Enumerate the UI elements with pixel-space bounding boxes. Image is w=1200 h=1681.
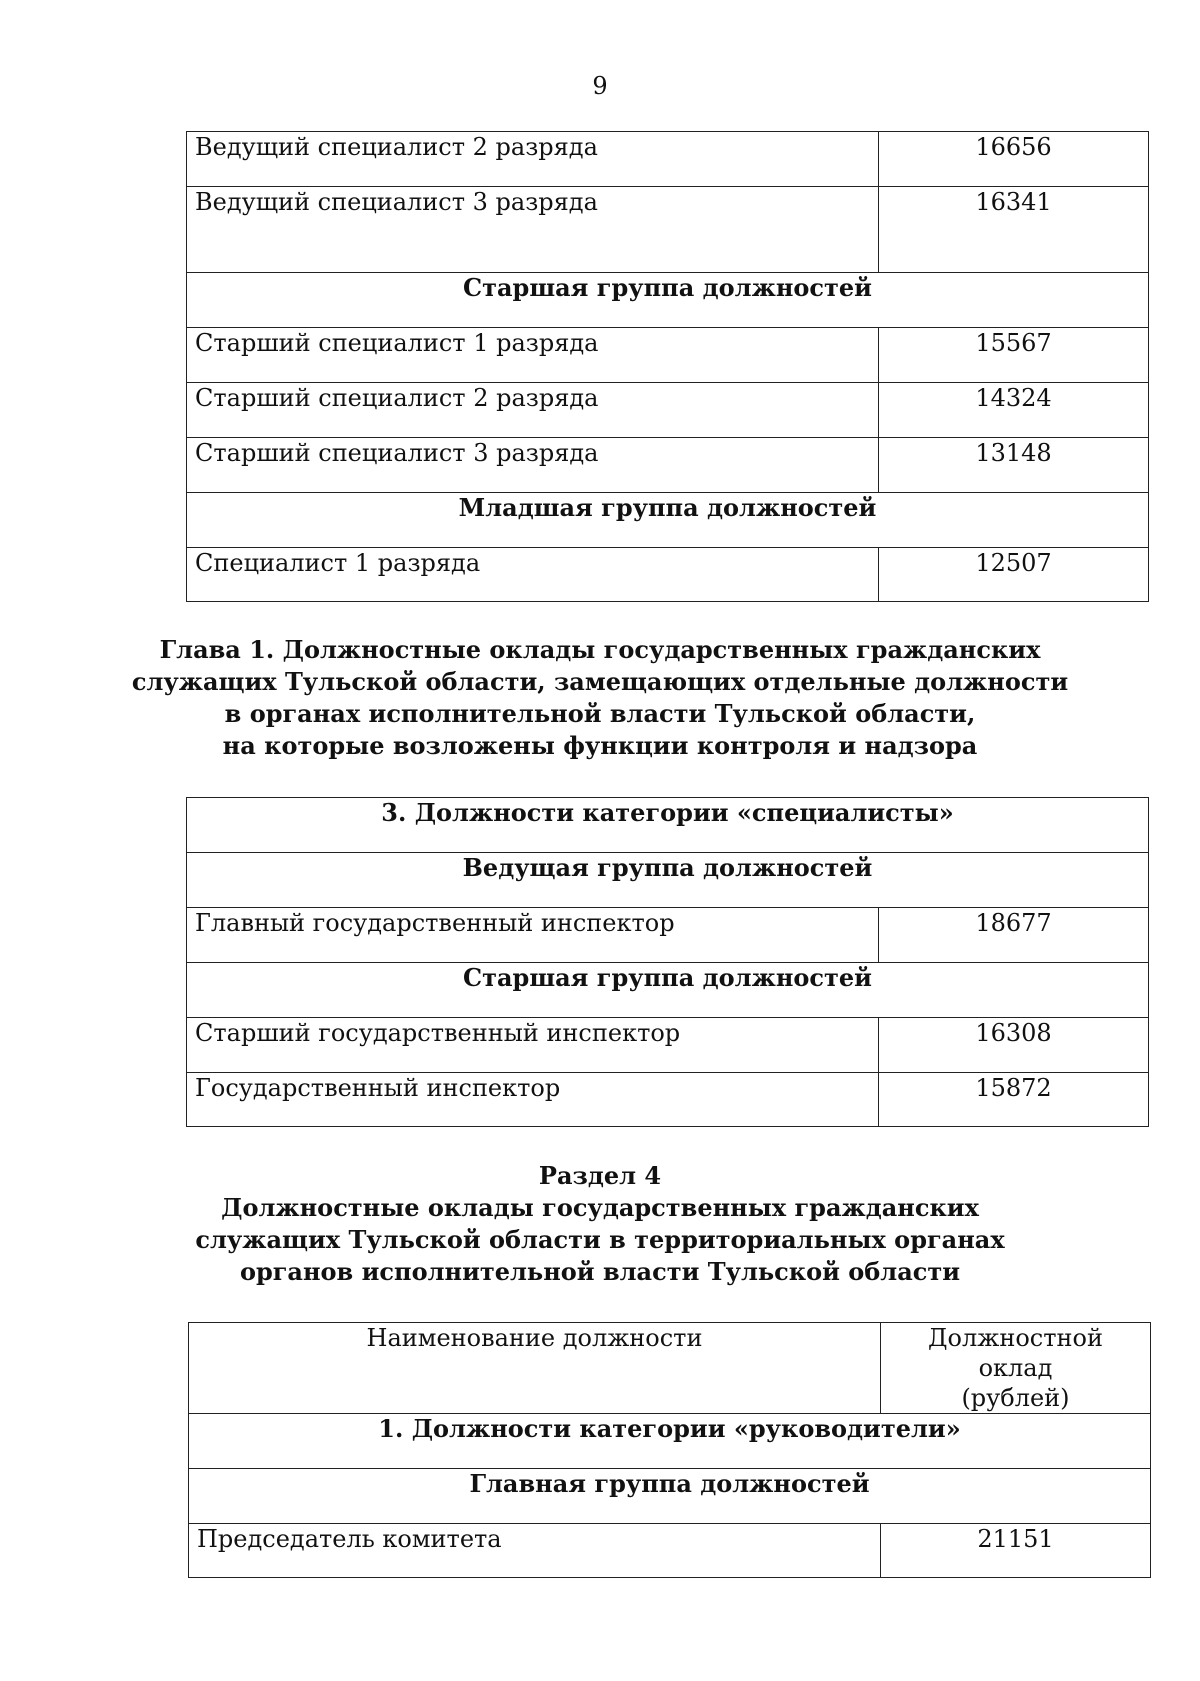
chapter-heading-line: в органах исполнительной власти Тульской области, bbox=[224, 699, 976, 728]
category-row bbox=[187, 798, 1149, 853]
category-heading: 3. Должности категории «специалисты» bbox=[187, 798, 1149, 853]
salary-value: 12507 bbox=[879, 548, 1149, 602]
table-row bbox=[187, 548, 1149, 602]
group-heading: Старшая группа должностей bbox=[187, 963, 1149, 1018]
section-heading bbox=[0, 1160, 1200, 1288]
position-name: Старший специалист 1 разряда bbox=[187, 328, 879, 383]
chapter-heading-line: Глава 1. Должностные оклады государственных гражданских bbox=[159, 635, 1041, 664]
column-header-position: Наименование должности bbox=[189, 1323, 881, 1414]
chapter-heading-line: служащих Тульской области, замещающих отдельные должности bbox=[131, 667, 1069, 696]
table-row bbox=[187, 383, 1149, 438]
header-row bbox=[189, 1323, 1151, 1414]
table-row bbox=[187, 438, 1149, 493]
position-name: Старший государственный инспектор bbox=[187, 1018, 879, 1073]
table-row bbox=[187, 328, 1149, 383]
position-name: Ведущий специалист 3 разряда bbox=[187, 187, 879, 273]
position-name: Специалист 1 разряда bbox=[187, 548, 879, 602]
salary-table-territorial-bodies bbox=[188, 1322, 1151, 1578]
position-name: Председатель комитета bbox=[189, 1524, 881, 1578]
salary-header-unit: (рублей) bbox=[961, 1384, 1070, 1412]
section-heading-line: органов исполнительной власти Тульской области bbox=[239, 1257, 961, 1286]
position-name: Государственный инспектор bbox=[187, 1073, 879, 1127]
group-heading: Старшая группа должностей bbox=[187, 273, 1149, 328]
section-label: Раздел 4 bbox=[538, 1161, 662, 1190]
table-row bbox=[187, 187, 1149, 273]
table-row bbox=[189, 1524, 1151, 1578]
table-row bbox=[187, 1073, 1149, 1127]
page-number: 9 bbox=[592, 72, 608, 100]
salary-table-control-inspectors bbox=[186, 797, 1149, 1127]
section-heading-line: Должностные оклады государственных гражданских bbox=[221, 1193, 979, 1222]
group-heading: Главная группа должностей bbox=[189, 1469, 1151, 1524]
section-heading-line: служащих Тульской области в территориальных органах bbox=[195, 1225, 1005, 1254]
salary-value: 16308 bbox=[879, 1018, 1149, 1073]
salary-header-line: Должностной оклад bbox=[928, 1324, 1103, 1382]
group-heading: Младшая группа должностей bbox=[187, 493, 1149, 548]
chapter-heading-line: на которые возложены функции контроля и надзора bbox=[222, 731, 978, 760]
salary-value: 21151 bbox=[881, 1524, 1151, 1578]
position-name: Старший специалист 2 разряда bbox=[187, 383, 879, 438]
category-heading: 1. Должности категории «руководители» bbox=[189, 1414, 1151, 1469]
salary-value: 13148 bbox=[879, 438, 1149, 493]
position-name: Старший специалист 3 разряда bbox=[187, 438, 879, 493]
category-row bbox=[189, 1414, 1151, 1469]
group-row bbox=[187, 273, 1149, 328]
chapter-heading bbox=[0, 634, 1200, 762]
salary-value: 15872 bbox=[879, 1073, 1149, 1127]
salary-value: 14324 bbox=[879, 383, 1149, 438]
position-name: Ведущий специалист 2 разряда bbox=[187, 132, 879, 187]
salary-value: 18677 bbox=[879, 908, 1149, 963]
group-row bbox=[189, 1469, 1151, 1524]
salary-value: 15567 bbox=[879, 328, 1149, 383]
salary-value: 16656 bbox=[879, 132, 1149, 187]
salary-value: 16341 bbox=[879, 187, 1149, 273]
salary-table-specialists-continued bbox=[186, 131, 1149, 602]
column-header-salary bbox=[881, 1323, 1151, 1414]
group-row bbox=[187, 493, 1149, 548]
table-row bbox=[187, 132, 1149, 187]
group-row bbox=[187, 963, 1149, 1018]
position-name: Главный государственный инспектор bbox=[187, 908, 879, 963]
table-row bbox=[187, 908, 1149, 963]
group-heading: Ведущая группа должностей bbox=[187, 853, 1149, 908]
table-row bbox=[187, 1018, 1149, 1073]
group-row bbox=[187, 853, 1149, 908]
